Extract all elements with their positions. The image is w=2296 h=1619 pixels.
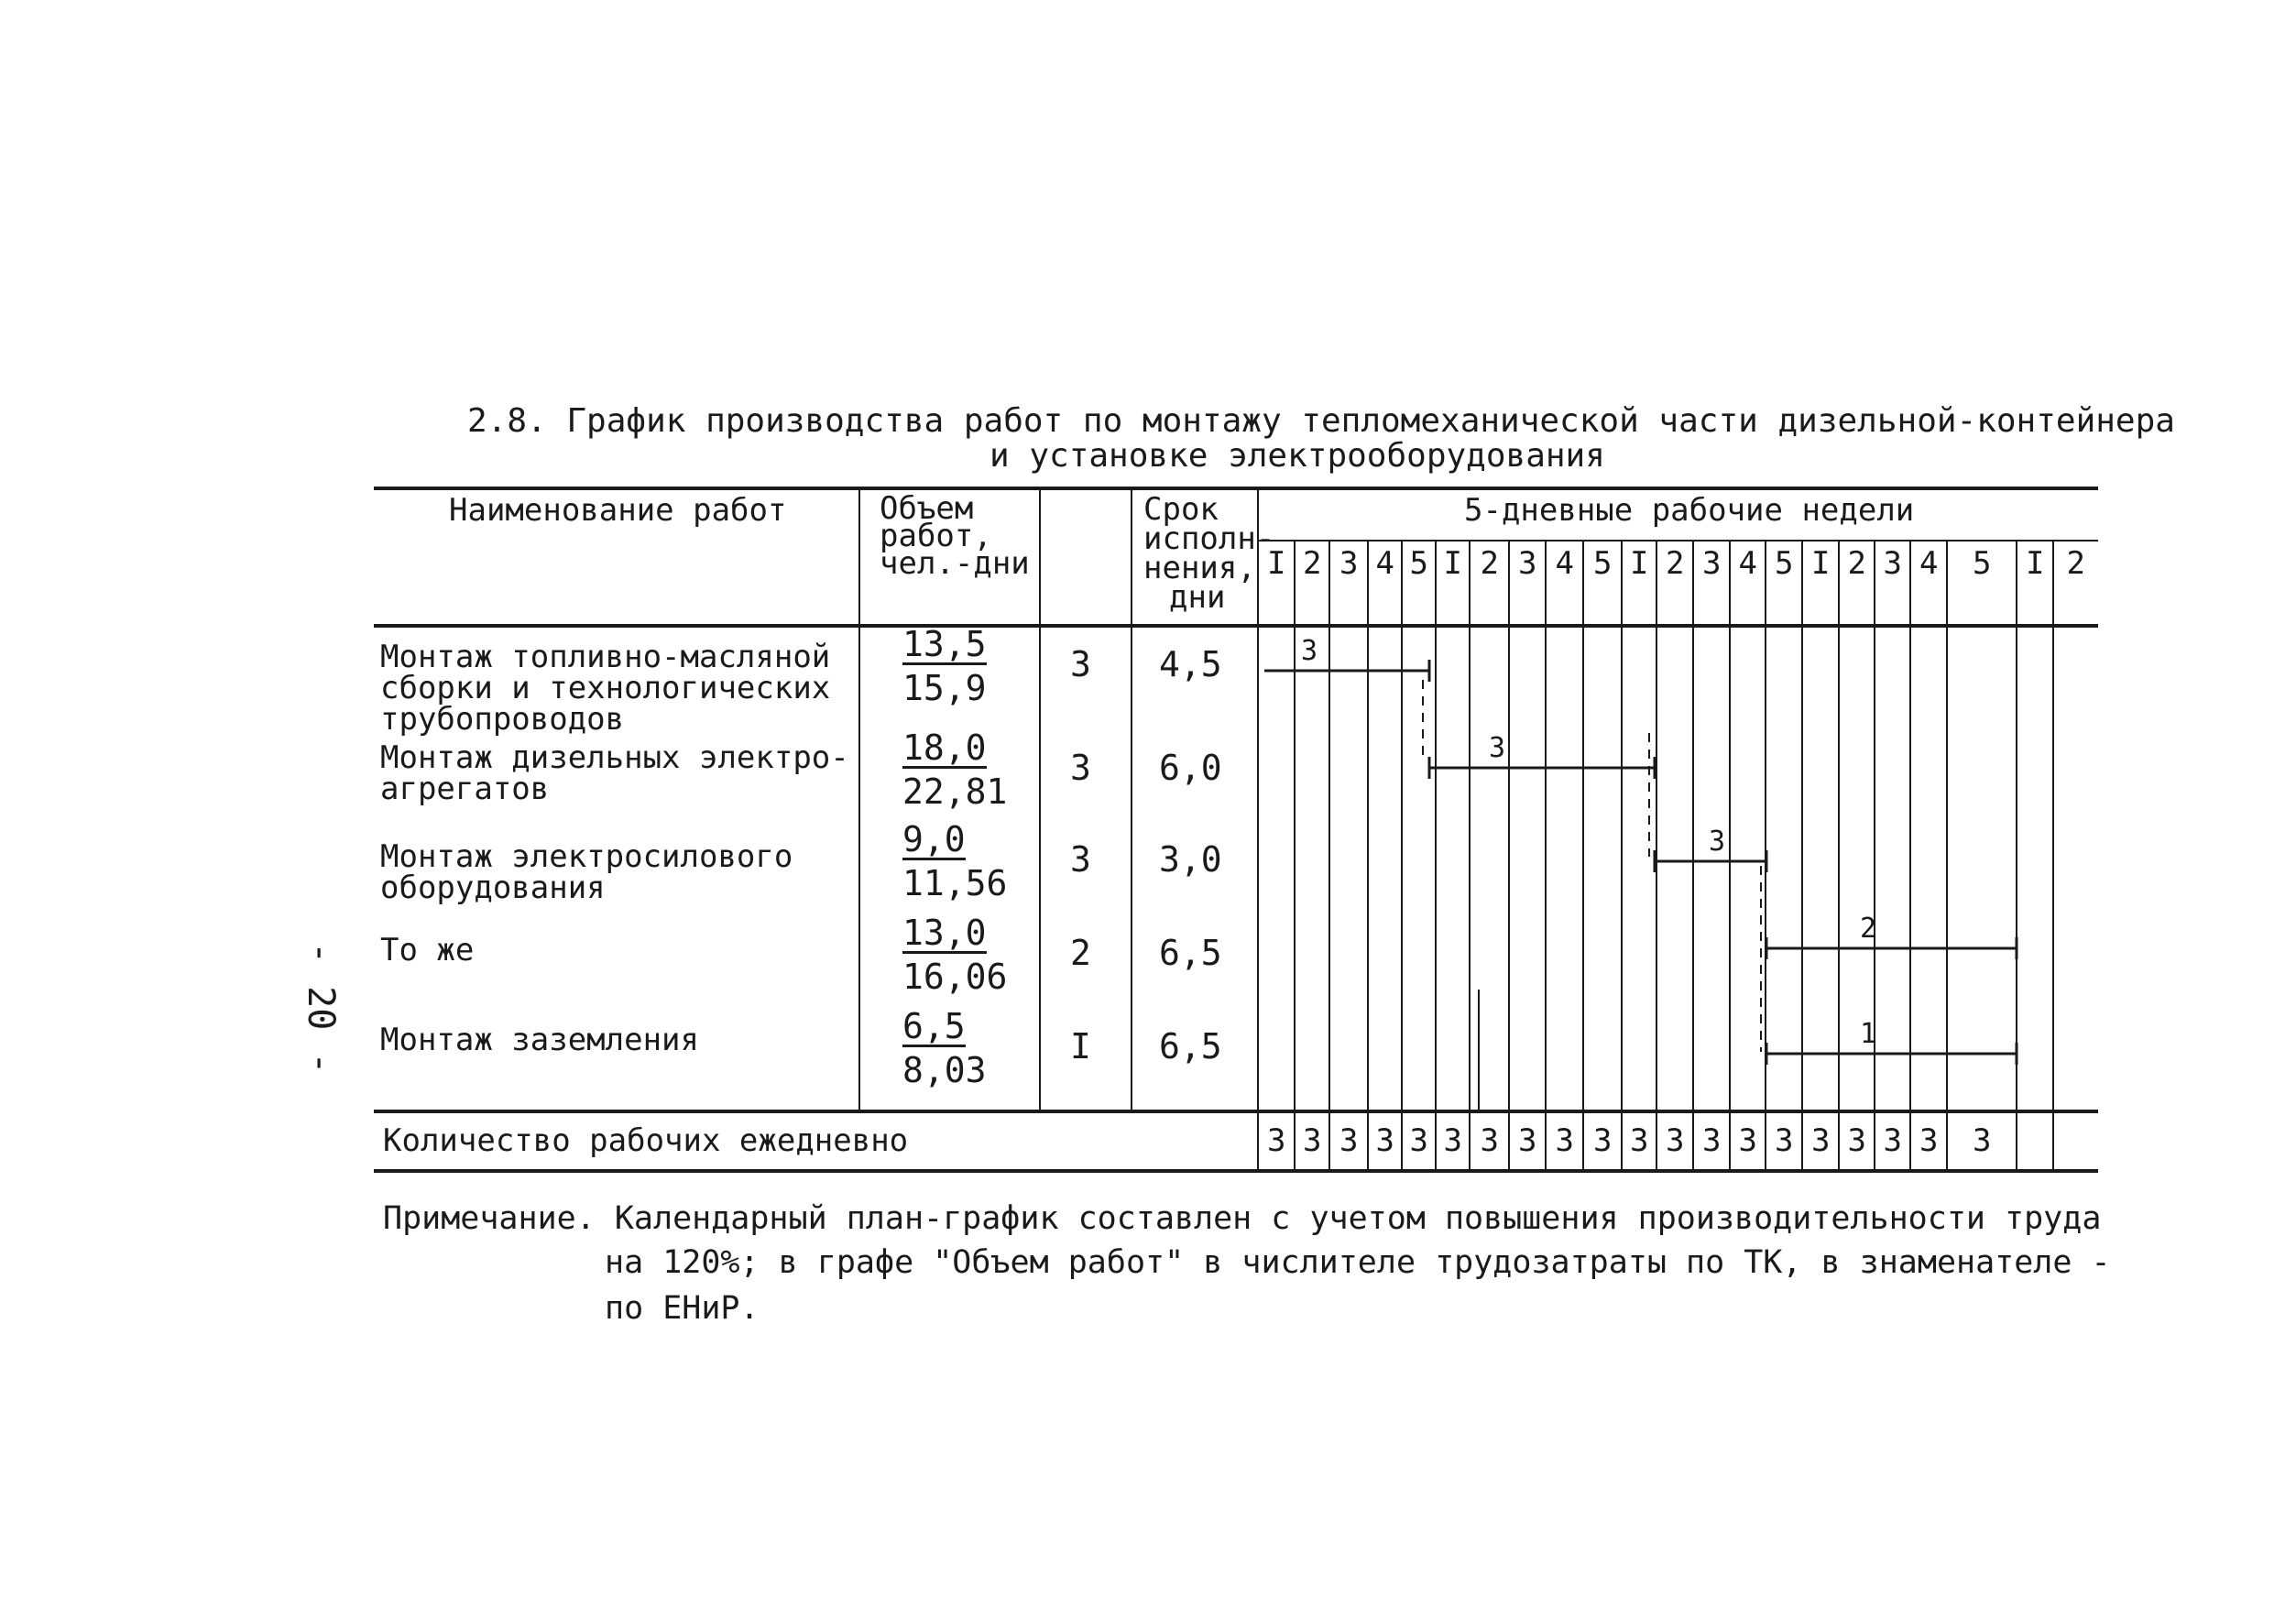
volume-denominator: 15,9 — [902, 668, 987, 708]
daily-count: 3 — [1375, 1122, 1394, 1159]
workers-count: I — [1070, 1026, 1091, 1067]
work-name-line: Монтаж электросилового — [380, 838, 793, 875]
day-header: 2 — [1480, 545, 1499, 582]
header-term-l2: исполн- — [1143, 520, 1275, 557]
table-title-line1: 2.8. График производства работ по монтажу тепломеханической части дизельной-контейнера — [467, 402, 2175, 440]
header-term-l1: Срок — [1143, 491, 1219, 528]
day-header: I — [1443, 545, 1462, 582]
workers-count: 2 — [1070, 933, 1091, 973]
day-header: 5 — [1775, 545, 1794, 582]
work-name — [380, 1024, 699, 1056]
day-header: I — [2026, 545, 2045, 582]
note-line1: Примечание. Календарный план-график составлен с учетом повышения производительности труда — [383, 1200, 2102, 1237]
work-name-line: Монтаж заземления — [380, 1022, 699, 1058]
daily-count: 3 — [1555, 1122, 1574, 1159]
daily-count: 3 — [1409, 1122, 1428, 1159]
day-header: 5 — [1973, 545, 1992, 582]
day-header: 3 — [1518, 545, 1537, 582]
daily-count: 3 — [1738, 1122, 1757, 1159]
day-header: 2 — [2066, 545, 2085, 582]
term-days: 6,5 — [1159, 933, 1222, 973]
day-header: I — [1630, 545, 1649, 582]
day-header: 4 — [1555, 545, 1574, 582]
gantt-bar-label: 3 — [1709, 826, 1726, 858]
gantt-bar-label: 3 — [1489, 732, 1506, 764]
day-header: 3 — [1339, 545, 1359, 582]
note-line2: на 120%; в графе "Объем работ" в числителе трудозатраты по ТК, в знаменателе - — [605, 1244, 2111, 1281]
gantt-bar-label: 1 — [1860, 1018, 1877, 1050]
daily-count: 3 — [1443, 1122, 1462, 1159]
table-title-line2: и установке электрооборудования — [989, 437, 1605, 475]
day-header: 3 — [1702, 545, 1722, 582]
header-volume-l3: чел.-дни — [880, 545, 1030, 582]
daily-count: 3 — [1480, 1122, 1499, 1159]
daily-count: 3 — [1267, 1122, 1286, 1159]
daily-count: 3 — [1973, 1122, 1992, 1159]
header-name: Наименование работ — [449, 492, 787, 529]
term-days: 6,5 — [1159, 1026, 1222, 1067]
term-days: 4,5 — [1159, 644, 1222, 684]
daily-workers-label: Количество рабочих ежедневно — [383, 1122, 909, 1159]
daily-count: 3 — [1919, 1122, 1939, 1159]
note-line3: по ЕНиР. — [605, 1290, 760, 1327]
gantt-bar-label: 3 — [1301, 635, 1318, 667]
volume-denominator: 16,06 — [902, 957, 1008, 997]
daily-count: 3 — [1630, 1122, 1649, 1159]
day-header: 5 — [1409, 545, 1428, 582]
work-name — [380, 739, 849, 807]
header-weeks: 5-дневные рабочие недели — [1464, 492, 1915, 529]
header-volume — [880, 490, 1030, 582]
work-name-line: агрегатов — [380, 771, 550, 807]
volume-denominator: 8,03 — [902, 1050, 987, 1090]
daily-count: 3 — [1666, 1122, 1685, 1159]
daily-count: 3 — [1883, 1122, 1902, 1159]
daily-count: 3 — [1303, 1122, 1322, 1159]
daily-count: 3 — [1775, 1122, 1794, 1159]
work-name-line: сборки и технологических — [380, 670, 831, 706]
work-name — [380, 639, 831, 738]
day-header: 4 — [1375, 545, 1394, 582]
day-header: 5 — [1593, 545, 1613, 582]
volume-denominator: 22,81 — [902, 771, 1008, 812]
header-volume-l2: работ, — [880, 518, 992, 554]
day-header: 4 — [1919, 545, 1939, 582]
volume-numerator: 13,0 — [902, 913, 987, 953]
volume-numerator: 13,5 — [902, 624, 987, 664]
gantt-bar-label: 2 — [1860, 913, 1877, 945]
day-header: 2 — [1847, 545, 1866, 582]
work-name-line: Монтаж дизельных электро- — [380, 739, 849, 776]
day-header: 4 — [1738, 545, 1757, 582]
volume-denominator: 11,56 — [902, 863, 1008, 903]
daily-count: 3 — [1593, 1122, 1613, 1159]
work-name-line: То же — [380, 932, 475, 968]
header-term-l3: нения, — [1143, 550, 1256, 586]
daily-count: 3 — [1811, 1122, 1831, 1159]
volume-numerator: 6,5 — [902, 1006, 966, 1046]
volume-numerator: 9,0 — [902, 819, 966, 859]
daily-count: 3 — [1518, 1122, 1537, 1159]
daily-count: 3 — [1702, 1122, 1722, 1159]
work-name-line: оборудования — [380, 870, 606, 906]
workers-count: 3 — [1070, 839, 1091, 880]
work-name-line: Монтаж топливно-масляной — [380, 639, 831, 675]
work-name — [380, 932, 475, 968]
day-header: I — [1811, 545, 1831, 582]
header-term — [1143, 491, 1275, 616]
volume-numerator: 18,0 — [902, 727, 987, 768]
daily-count: 3 — [1339, 1122, 1359, 1159]
day-header: 3 — [1883, 545, 1902, 582]
term-days: 3,0 — [1159, 839, 1222, 880]
header-term-l4: дни — [1169, 579, 1226, 616]
workers-count: 3 — [1070, 644, 1091, 684]
day-header: I — [1267, 545, 1286, 582]
work-name — [380, 838, 793, 906]
term-days: 6,0 — [1159, 748, 1222, 788]
work-name-line: трубопроводов — [380, 701, 625, 738]
header-volume-l1: Объем — [880, 490, 974, 527]
day-header: 2 — [1666, 545, 1685, 582]
day-header: 2 — [1303, 545, 1322, 582]
workers-count: 3 — [1070, 748, 1091, 788]
page-number: - 20 - — [300, 942, 342, 1075]
daily-count: 3 — [1847, 1122, 1866, 1159]
